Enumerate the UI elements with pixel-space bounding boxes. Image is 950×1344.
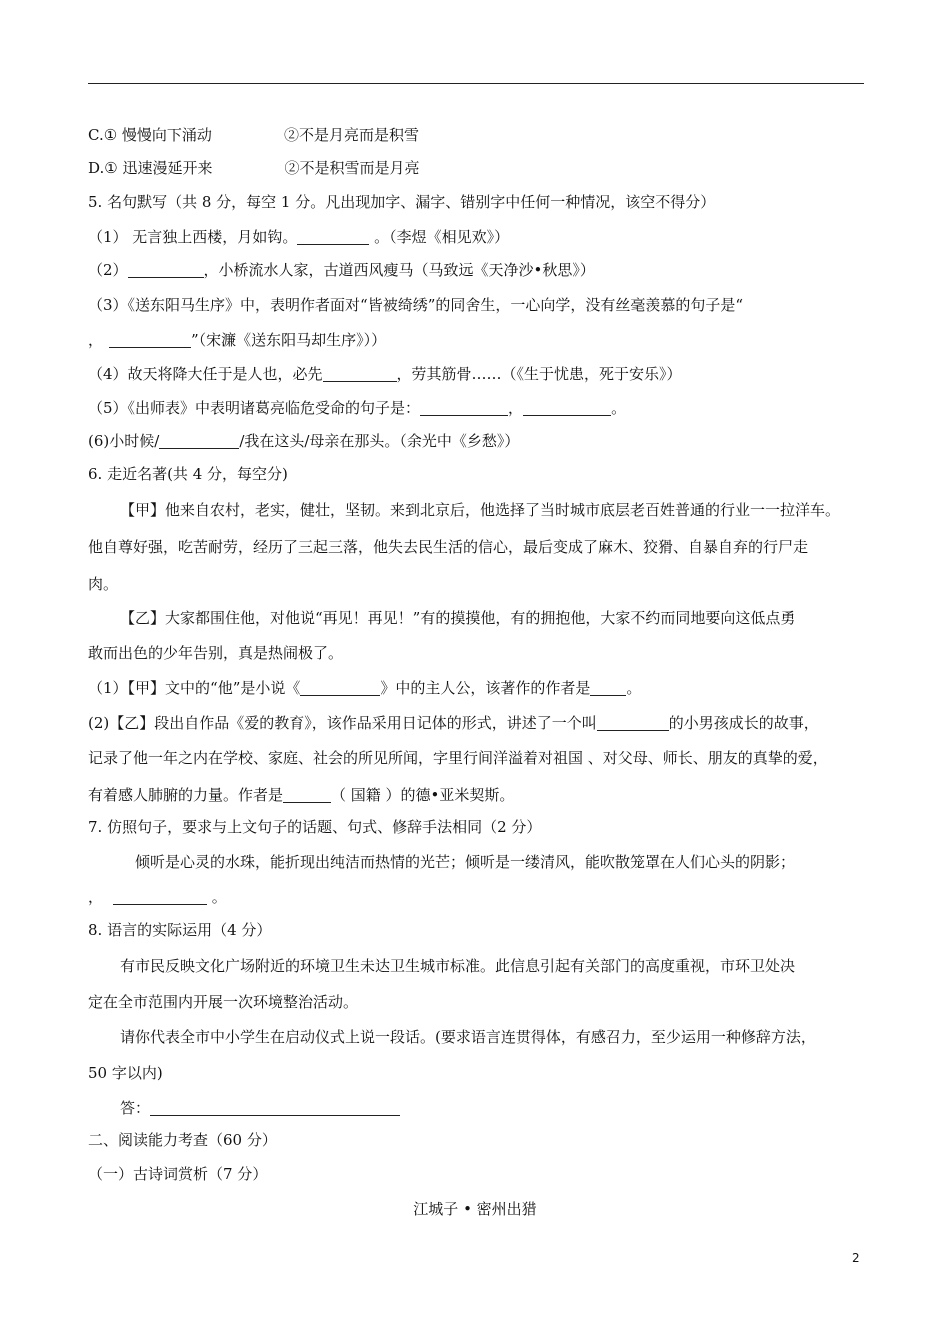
q8-line4: 50 字以内) [88,1064,163,1082]
q5-item6-text: (6)小时候/ [88,432,160,450]
option-c-part2: ②不是月亮而是积雪 [283,126,419,144]
q5-item5 [88,400,626,416]
q8-answer-label: 答： [120,1099,151,1117]
q5-item4 [88,366,682,382]
q6-item2-text: (2)【乙】段出自作品《爱的教育》，该作品采用日记体的形式，讲述了一个叫 [88,714,597,732]
q6-yi-line2: 敢而出色的少年告别，真是热闹极了。 [88,644,344,662]
answer-blank[interactable] [597,715,669,731]
q6-item2-author-text2: （ 国籍 ）的德•亚米契斯。 [331,786,515,804]
q5-item4-source: ，劳其筋骨……（《生于忧患，死于安乐》） [396,365,682,383]
option-d [88,161,420,176]
q5-item2 [88,262,595,278]
q5-item5-comma: ， [508,399,524,417]
q5-item6 [88,433,519,449]
q5-heading: 5. 名句默写（共 8 分，每空 1 分。凡出现加字、漏字、错别字中任何一种情况，该空不得分） [88,193,716,211]
answer-blank[interactable] [300,680,380,696]
answer-blank[interactable] [150,1100,400,1116]
q6-item1-period: 。 [626,679,642,697]
q8-line2: 定在全市范围内开展一次环境整治活动。 [88,993,359,1011]
q7-heading: 7. 仿照句子，要求与上文句子的话题、句式、修辞手法相同（2 分） [88,818,542,836]
q6-item1-text2: 》中的主人公，该著作的作者是 [380,679,591,697]
q5-item2-num: （2） [88,261,128,279]
answer-blank[interactable] [109,332,191,348]
q8-line1: 有市民反映文化广场附近的环境卫生未达卫生城市标准。此信息引起有关部门的高度重视，市环卫处决 [120,957,796,975]
q6-jia-line3: 肉。 [88,575,119,593]
q6-item2 [88,715,819,731]
q6-heading: 6. 走近名著(共 4 分，每空分) [88,465,288,483]
q7-example: 倾听是心灵的水珠，能折现出纯洁而热情的光芒；倾听是一缕清风，能吹散笼罩在人们心头的阴影； [135,853,796,871]
q6-item2-author-text: 有着感人肺腑的力量。作者是 [88,786,284,804]
answer-blank[interactable] [297,229,369,245]
q6-item1 [88,680,641,696]
q5-item3-comma: ， [88,331,104,349]
q8-heading: 8. 语言的实际运用（4 分） [88,921,272,939]
q5-item6-source: /我在这头/母亲在那头。（余光中《乡愁》） [239,432,520,450]
q5-item1-source: 。（李煜《相见欢》） [369,228,510,246]
header-rule [88,83,864,84]
q7-period: 。 [207,888,227,906]
q6-item1-text: （1）【甲】文中的“他”是小说《 [88,679,301,697]
page-number: 2 [852,1251,860,1265]
q8-answer [120,1100,400,1116]
option-d-part2: ②不是积雪而是月亮 [284,159,420,177]
q6-item2-line3 [88,787,514,803]
q6-item2-text2: 的小男孩成长的故事， [668,714,819,732]
poem-title: 江城子 • 密州出猎 [413,1200,537,1218]
q5-item5-period: 。 [611,399,627,417]
q7-answer [88,889,227,905]
answer-blank[interactable] [523,400,611,416]
answer-blank[interactable] [283,787,331,803]
answer-blank[interactable] [323,366,397,382]
q6-item2-line2: 记录了他一年之内在学校、家庭、社会的所见所闻，字里行间洋溢着对祖国 、对父母、师长、朋友的真挚的爱， [88,749,828,767]
section2-sub1: （一）古诗词赏析（7 分） [88,1165,268,1183]
answer-blank[interactable] [113,889,207,905]
q5-item3-cont [88,332,386,348]
q5-item1 [88,229,509,245]
q7-comma: ， [88,888,104,906]
q5-item4-text: （4）故天将降大任于是人也，必先 [88,365,323,383]
answer-blank[interactable] [590,680,626,696]
answer-blank[interactable] [420,400,508,416]
q5-item1-text: （1） 无言独上西楼，月如钩。 [88,228,298,246]
q5-item2-text: ，小桥流水人家，古道西风瘦马（马致远《天净沙•秋思》） [203,261,595,279]
q5-item5-text: （5）《出师表》中表明诸葛亮临危受命的句子是： [88,399,421,417]
option-d-part1: D.① 迅速漫延开来 [88,159,213,177]
q6-jia-line1: 【甲】他来自农村，老实，健壮，坚韧。来到北京后，他选择了当时城市底层老百姓普通的行业一一拉洋车。 [120,501,841,519]
option-c [88,128,419,143]
q5-item3: （3）《送东阳马生序》中，表明作者面对“皆被绮绣”的同舍生，一心向学，没有丝毫羡慕的句子是“ [88,296,744,314]
q8-line3: 请你代表全市中小学生在启动仪式上说一段话。(要求语言连贯得体，有感召力，至少运用一种修辞方法， [120,1028,816,1046]
answer-blank[interactable] [128,262,204,278]
section2-heading: 二、阅读能力考查（60 分） [88,1131,277,1149]
q6-jia-line2: 他自尊好强，吃苦耐劳，经历了三起三落，他失去民生活的信心，最后变成了麻木、狡猾、自暴自弃的行尸走 [88,538,809,556]
option-c-part1: C.① 慢慢向下涌动 [88,126,212,144]
answer-blank[interactable] [159,433,239,449]
q5-item3-source: ”（宋濂《送东阳马却生序》）） [191,331,387,349]
q6-yi-line1: 【乙】大家都围住他，对他说“再见！再见！”有的摸摸他，有的拥抱他，大家不约而同地要向这低点勇 [120,609,796,627]
